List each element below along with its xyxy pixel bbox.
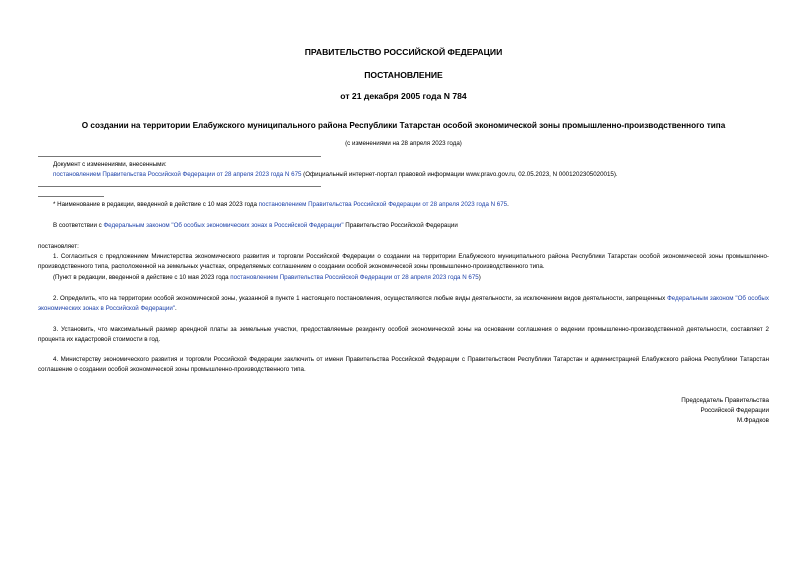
changes-tail: (Официальный интернет-портал правовой информации www.pravo.gov.ru, 02.05.2023, N 0001202305020015). <box>301 171 618 178</box>
item-1-note-link[interactable]: постановлением Правительства Российской Федерации от 28 апреля 2023 года N 675 <box>230 274 479 281</box>
item-2-suffix: . <box>175 305 177 312</box>
preamble <box>53 221 458 230</box>
signature-org: Российской Федерации <box>700 407 769 414</box>
item-2 <box>38 294 769 314</box>
footnote-divider <box>38 196 104 197</box>
changes-intro: Документ с изменениями, внесенными: <box>53 161 167 168</box>
changes-link[interactable]: постановлением Правительства Российской Федерации от 28 апреля 2023 года N 675 <box>53 171 302 178</box>
signature-block <box>681 396 769 426</box>
signature-name: М.Фрадков <box>736 417 769 424</box>
preamble-suffix: Правительство Российской Федерации <box>343 222 458 229</box>
item-1-note-suffix: ) <box>478 274 481 281</box>
preamble-prefix: В соответствии с <box>53 222 104 229</box>
item-3: 3. Установить, что максимальный размер арендной платы за земельные участки, предоставляемые резиденту особой экономической зоны на основании соглашения о ведении промышленно-производственной деятельности, составляет 2 процента их кадастровой стоимости в год. <box>38 326 769 343</box>
preamble-link[interactable]: Федеральным законом "Об особых экономических зонах в Российской Федерации" <box>103 222 344 229</box>
divider-bottom <box>38 186 321 187</box>
footnote-prefix: * Наименование в редакции, введенной в действие с 10 мая 2023 года <box>53 201 259 208</box>
item-2-text: 2. Определить, что на территории особой экономической зоны, указанной в пункте 1 настоящего постановления, осуществляются любые виды деятельности, за исключением видов деятельности, запрещенных <box>53 295 668 302</box>
government-heading: ПРАВИТЕЛЬСТВО РОССИЙСКОЙ ФЕДЕРАЦИИ <box>304 47 503 57</box>
divider-top <box>38 156 321 157</box>
footnote <box>53 200 509 209</box>
item-4: 4. Министерству экономического развития и торговли Российской Федерации заключить от имени Правительства Российской Федерации с Правительством Республики Татарстан и администрацией Елабужского района Республики Татарстан соглашение о создании особой экономической зоны промышленно-производственного типа. <box>38 356 769 373</box>
signature-title: Председатель Правительства <box>681 397 769 404</box>
item-1-note-prefix: (Пункт в редакции, введенной в действие с 10 мая 2023 года <box>53 274 231 281</box>
item-1-note <box>53 273 481 282</box>
document-title: О создании на территории Елабужского муниципального района Республики Татарстан особой экономической зоны промышленно-производственного типа <box>81 121 726 130</box>
footnote-suffix: . <box>507 201 509 208</box>
document-type: ПОСТАНОВЛЕНИЕ <box>364 70 443 80</box>
footnote-link[interactable]: постановлением Правительства Российской Федерации от 28 апреля 2023 года N 675 <box>258 201 508 208</box>
decrees-word: постановляет: <box>38 243 79 250</box>
amendments-note: (с изменениями на 28 апреля 2023 года) <box>345 140 462 147</box>
date-number: от 21 декабря 2005 года N 784 <box>340 91 467 101</box>
item-2-link[interactable]: Федеральным законом "Об особых экономических зонах в Российской Федерации" <box>38 295 769 312</box>
item-1: 1. Согласиться с предложением Министерства экономического развития и торговли Российской Федерации о создании на территории Елабужского муниципального района Республики Татарстан особой экономической зоны промышленно-производственного типа, расположенной на земельных участках, определяемых соглашением о создании особой экономической зоны промышленно-производственного типа. <box>38 253 769 270</box>
changes-line <box>53 170 618 179</box>
